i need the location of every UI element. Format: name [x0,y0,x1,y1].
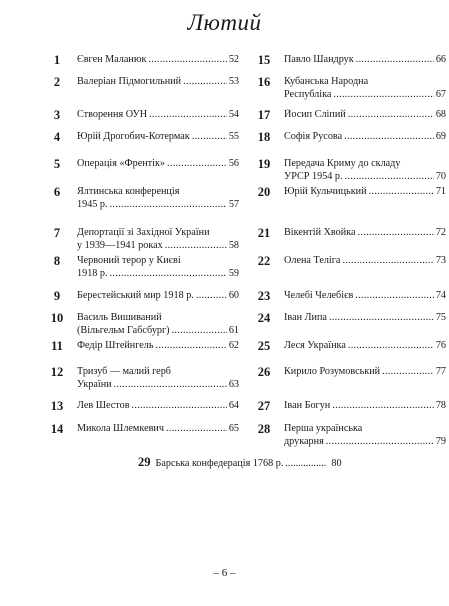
entry-number: 5 [53,157,61,171]
entry-title: Павло Шандрук [284,54,354,65]
entry-text [284,312,446,325]
entry-title: Лев Шестов [77,400,130,411]
entry-text [284,227,446,240]
entry-text [284,76,446,101]
entry-text [284,186,446,199]
entry-title: Челебі Челебієв [284,290,354,301]
entry-page: 72 [435,227,446,238]
entry-page: 77 [435,366,446,377]
entry-title: Республіка [284,88,332,100]
dot-leader [345,171,434,184]
dot-leader [156,340,227,353]
entry-title-line: Передача Криму до складу [284,158,401,169]
entry-text [284,131,446,144]
entry-number: 6 [53,185,61,199]
dot-leader [172,325,227,338]
entry-page: 71 [435,186,446,197]
entry-title: Вікентій Хвойка [284,227,356,238]
entry-title: Олена Теліга [284,255,341,266]
entry-text [77,400,239,413]
entry-page: 64 [228,400,239,411]
entry-page: 80 [331,458,342,469]
entry-text [77,131,239,144]
entry-number: 19 [257,157,271,171]
entry-page: 54 [228,109,239,120]
entry-number: 22 [257,254,271,268]
entry-title: Юрій Дрогобич-Котермак [77,131,190,142]
entry-text [284,158,446,183]
entry-page: 70 [435,170,446,182]
page-title: Лютий [187,10,262,35]
entry-text [77,109,239,122]
page-number: – 6 – [213,567,236,579]
dot-leader [183,76,227,89]
entry-text [284,366,446,379]
dot-leader [369,186,434,199]
dot-leader [110,268,227,281]
dot-leader [356,54,434,67]
entry-title-line: Кубанська Народна [284,76,369,87]
entry-title: Юрій Кульчицький [284,186,367,197]
dot-leader [196,290,227,303]
entry-page: 66 [435,54,446,65]
dot-leader [166,423,227,436]
entry-number: 3 [53,108,61,122]
entry-text [77,76,239,89]
entry-title-line: Депортації зі Західної України [77,227,210,238]
entry-number: 27 [257,399,271,413]
entry-text [284,54,446,67]
entry-number: 20 [257,185,271,199]
entry-text [284,109,446,122]
entry-text [77,290,239,303]
entry-page: 58 [228,239,239,251]
entry-number: 11 [51,339,63,353]
entry-number: 28 [257,422,271,436]
entry-text [284,340,446,353]
entry-page: 56 [228,158,239,169]
entry-number: 4 [53,130,61,144]
dot-leader [333,89,433,102]
entry-page: 67 [435,88,446,100]
entry-text [284,290,446,303]
entry-title-line: Червоний терор у Києві [77,255,181,266]
entry-number: 16 [257,75,271,89]
dot-leader [344,131,434,144]
entry-number: 26 [257,365,271,379]
entry-number: 9 [53,289,61,303]
dot-leader [355,290,434,303]
entry-text [284,255,446,268]
dot-leader [329,312,434,325]
dot-leader [348,109,434,122]
entry-title: Федір Штейнгель [77,340,154,351]
entry-number: 24 [257,311,271,325]
entry-number: 13 [50,399,64,413]
entry-title-line: Перша українська [284,423,363,434]
dot-leader [167,158,227,171]
dot-leader [285,458,327,469]
entry-page: 55 [228,131,239,142]
entry-title: Берестейський мир 1918 р. [77,290,194,301]
entry-title: Створення ОУН [77,109,148,120]
entry-page: 73 [435,255,446,266]
entry-title: (Вільгельм Габсбург) [77,324,170,336]
entry-text [284,423,446,448]
entry-title: у 1939—1941 роках [77,239,163,251]
dot-leader [110,199,227,212]
entry-title: Йосип Сліпий [284,109,346,120]
entry-text [77,366,239,391]
dot-leader [358,227,434,240]
entry-page: 79 [435,435,446,447]
entry-title: Софія Русова [284,131,343,142]
entry-number: 15 [257,53,271,67]
dot-leader [382,366,434,379]
entry-page: 52 [228,54,239,65]
entry-number: 8 [53,254,61,268]
dot-leader [165,240,227,253]
entry-number: 2 [53,75,61,89]
entry-title-line: Василь Вишиваний [77,312,162,323]
entry-number: 25 [257,339,271,353]
entry-title: 1945 р. [77,198,108,210]
entry-page: 65 [228,423,239,434]
entry-text [77,312,239,337]
entry-text [77,227,239,252]
entry-number: 29 [138,455,151,469]
entry-page: 76 [435,340,446,351]
entry-number: 1 [53,53,61,67]
entry-title: друкарня [284,435,324,447]
entry-page: 75 [435,312,446,323]
entry-page: 62 [228,340,239,351]
entry-number: 23 [257,289,271,303]
entry-title: Іван Богун [284,400,331,411]
entry-page: 74 [435,290,446,301]
entry-page: 60 [228,290,239,301]
entry-text [77,423,239,436]
entry-title: Іван Липа [284,312,327,323]
entry-page: 63 [228,378,239,390]
contents-entry-29[interactable] [138,455,342,470]
entry-page: 59 [228,267,239,279]
dot-leader [192,131,227,144]
dot-leader [342,255,433,268]
dot-leader [149,109,227,122]
entry-text [77,255,239,280]
entry-number: 14 [50,422,64,436]
entry-page: 69 [435,131,446,142]
entry-page: 78 [435,400,446,411]
entry-page: 57 [228,198,239,210]
dot-leader [332,400,434,413]
dot-leader [348,340,434,353]
entry-title-line: Тризуб — малий герб [77,366,171,377]
entry-title: України [77,378,112,390]
entry-page: 68 [435,109,446,120]
dot-leader [326,436,434,449]
entry-text [284,400,446,413]
entry-title: УРСР 1954 р. [284,170,343,182]
entry-title: Операція «Френтік» [77,158,165,169]
dot-leader [114,379,227,392]
entry-number: 17 [257,108,271,122]
entry-number: 21 [257,226,271,240]
entry-title: 1918 р. [77,267,108,279]
entry-page: 53 [228,76,239,87]
entry-text [77,158,239,171]
entry-number: 10 [50,311,64,325]
dot-leader [148,54,226,67]
entry-number: 7 [53,226,61,240]
entry-title: Леся Українка [284,340,346,351]
entry-title: Євген Маланюк [77,54,147,65]
entry-text [77,54,239,67]
entry-number: 12 [50,365,64,379]
entry-title-line: Ялтинська конференція [77,186,180,197]
dot-leader [132,400,227,413]
entry-number: 18 [257,130,271,144]
entry-page: 61 [228,324,239,336]
entry-title: Валеріан Підмогильний [77,76,182,87]
entry-text [77,186,239,211]
entry-title: Кирило Розумовський [284,366,381,377]
entry-title: Микола Шлемкевич [77,423,164,434]
entry-text [77,340,239,353]
entry-title: Барська конфедерація 1768 р. [155,458,284,469]
